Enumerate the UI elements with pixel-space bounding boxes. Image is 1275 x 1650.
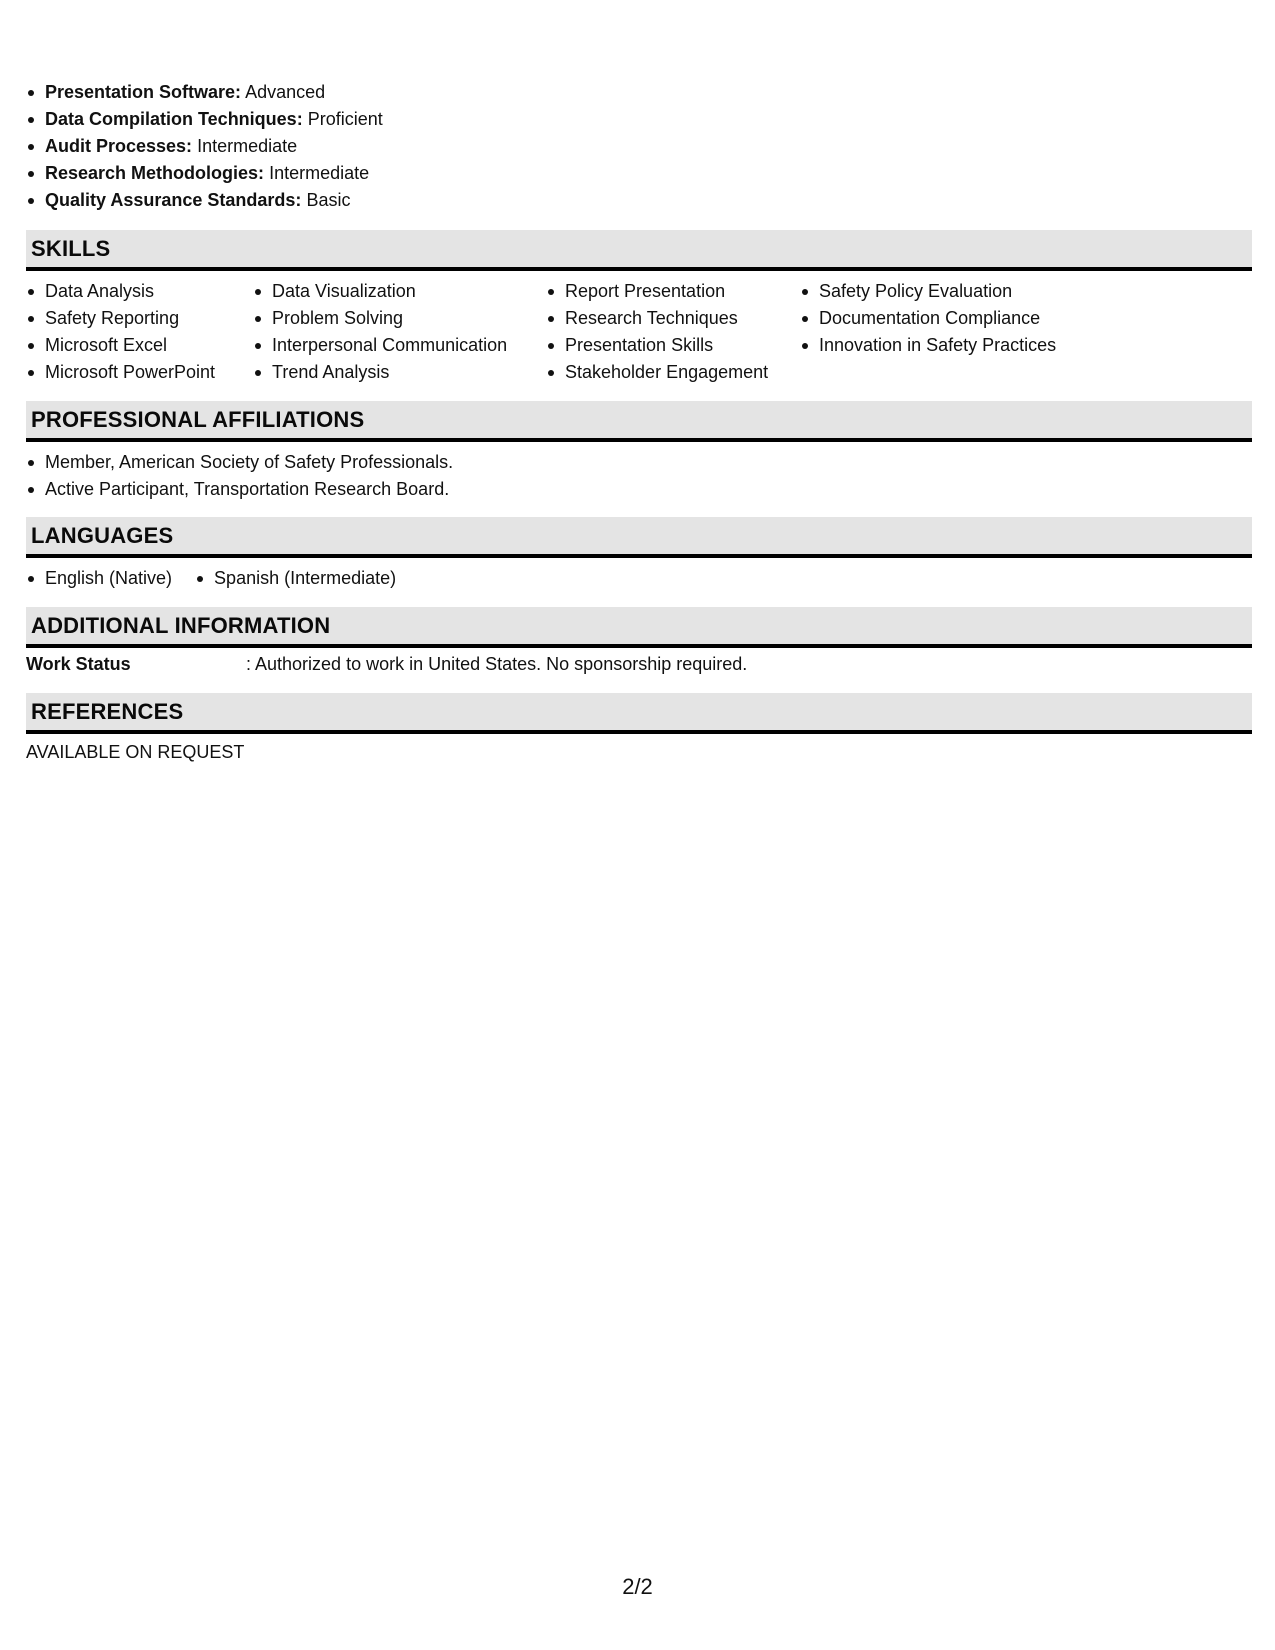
work-status-row (26, 651, 1252, 678)
skills-column-1 (26, 278, 215, 386)
list-item: Trend Analysis (253, 359, 507, 386)
skill-level: Intermediate (269, 163, 370, 183)
list-item: Documentation Compliance (800, 305, 1056, 332)
section-title: LANGUAGES (31, 523, 174, 548)
list-item: Data Visualization (253, 278, 507, 305)
list-item (26, 133, 383, 160)
affiliations-list (26, 449, 453, 503)
section-title: SKILLS (31, 236, 111, 261)
list-item: Presentation Skills (546, 332, 768, 359)
list-item: Microsoft Excel (26, 332, 215, 359)
list-item: Data Analysis (26, 278, 215, 305)
skill-name: Data Compilation Techniques: (45, 109, 303, 129)
list-item: Innovation in Safety Practices (800, 332, 1056, 359)
list-item: Member, American Society of Safety Professionals. (26, 449, 453, 476)
skills-column-2 (253, 278, 507, 386)
list-item: English (Native) (26, 565, 172, 592)
skills-column-3 (546, 278, 768, 386)
list-item: Active Participant, Transportation Research Board. (26, 476, 453, 503)
list-item: Report Presentation (546, 278, 768, 305)
skills-column-4 (800, 278, 1056, 359)
technical-skills-list (26, 79, 383, 214)
languages-section-header (26, 517, 1252, 558)
list-item: Spanish (Intermediate) (195, 565, 396, 592)
list-item (26, 160, 383, 187)
list-item: Research Techniques (546, 305, 768, 332)
list-item (26, 79, 383, 106)
work-status-value: : Authorized to work in United States. No sponsorship required. (246, 654, 748, 674)
section-title: REFERENCES (31, 699, 184, 724)
list-item: Problem Solving (253, 305, 507, 332)
list-item (26, 106, 383, 133)
list-item: Microsoft PowerPoint (26, 359, 215, 386)
affiliations-section-header (26, 401, 1252, 442)
skills-section-header (26, 230, 1252, 271)
section-title: ADDITIONAL INFORMATION (31, 613, 331, 638)
skill-level: Basic (306, 190, 351, 210)
skill-name: Quality Assurance Standards: (45, 190, 302, 210)
list-item (26, 187, 383, 214)
additional-info-section-header (26, 607, 1252, 648)
references-section-header (26, 693, 1252, 734)
skill-name: Audit Processes: (45, 136, 193, 156)
skill-name: Research Methodologies: (45, 163, 265, 183)
languages-list (26, 565, 419, 592)
list-item: Safety Policy Evaluation (800, 278, 1056, 305)
skill-level: Proficient (307, 109, 383, 129)
section-title: PROFESSIONAL AFFILIATIONS (31, 407, 365, 432)
page-number: 2/2 (622, 1574, 653, 1599)
work-status-label: Work Status (26, 654, 131, 674)
list-item: Interpersonal Communication (253, 332, 507, 359)
list-item: Safety Reporting (26, 305, 215, 332)
skill-name: Presentation Software: (45, 82, 242, 102)
skill-level: Intermediate (197, 136, 298, 156)
list-item: Stakeholder Engagement (546, 359, 768, 386)
skill-level: Advanced (245, 82, 326, 102)
references-text: AVAILABLE ON REQUEST (26, 742, 245, 762)
